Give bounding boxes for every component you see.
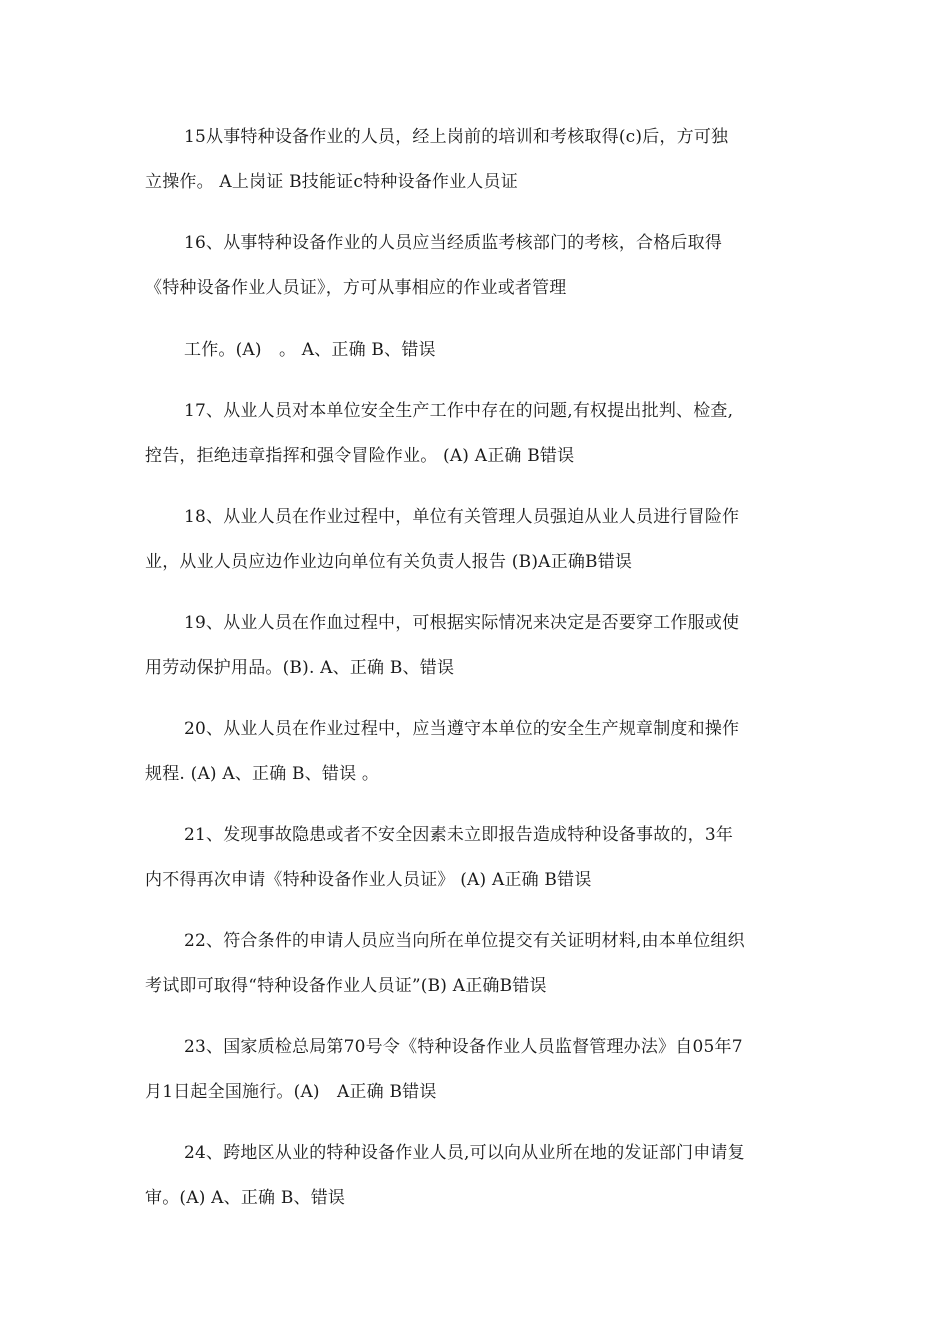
q17-line-2: 控告，拒绝违章指挥和强令冒险作业。 (A) A正确 B错误 xyxy=(145,446,575,466)
q16-line-3: 工作。(A) 。 A、正确 B、错误 xyxy=(184,340,436,360)
q19-line-2: 用劳动保护用品。(B). A、正确 B、错误 xyxy=(145,658,455,678)
q24-line-1: 24、跨地区从业的特种设备作业人员,可以向从业所在地的发证部门申请复 xyxy=(184,1143,745,1163)
q15-line-1: 15从事特种设备作业的人员，经上岗前的培训和考核取得(c)后，方可独 xyxy=(184,127,729,147)
q18-line-2: 业，从业人员应边作业边向单位有关负责人报告 (B)A正确B错误 xyxy=(145,552,633,572)
q15-line-2: 立操作。 A上岗证 B技能证c特种设备作业人员证 xyxy=(145,172,518,192)
q23-line-1: 23、国家质检总局第70号令《特种设备作业人员监督管理办法》自05年7 xyxy=(184,1037,743,1057)
q20-line-1: 20、从业人员在作业过程中，应当遵守本单位的安全生产规章制度和操作 xyxy=(184,719,740,739)
q20-line-2: 规程. (A) A、正确 B、错误 。 xyxy=(145,764,380,784)
q21-line-2: 内不得再次申请《特种设备作业人员证》 (A) A正确 B错误 xyxy=(145,870,592,890)
q18-line-1: 18、从业人员在作业过程中，单位有关管理人员强迫从业人员进行冒险作 xyxy=(184,507,740,527)
q22-line-1: 22、符合条件的申请人员应当向所在单位提交有关证明材料,由本单位组织 xyxy=(184,931,745,951)
q21-line-1: 21、发现事故隐患或者不安全因素未立即报告造成特种设备事故的，3年 xyxy=(184,825,734,845)
q22-line-2: 考试即可取得“特种设备作业人员证”(B) A正确B错误 xyxy=(145,976,547,996)
q19-line-1: 19、从业人员在作血过程中，可根据实际情况来决定是否要穿工作服或使 xyxy=(184,613,740,633)
q16-line-2: 《特种设备作业人员证》，方可从事相应的作业或者管理 xyxy=(145,278,567,298)
q23-line-2: 月1日起全国施行。(A) A正确 B错误 xyxy=(145,1082,437,1102)
q17-line-1: 17、从业人员对本单位安全生产工作中存在的问题,有权提出批判、检查, xyxy=(184,401,734,421)
q16-line-1: 16、从事特种设备作业的人员应当经质监考核部门的考核，合格后取得 xyxy=(184,233,723,253)
q24-line-2: 审。(A) A、正确 B、错误 xyxy=(145,1188,346,1208)
